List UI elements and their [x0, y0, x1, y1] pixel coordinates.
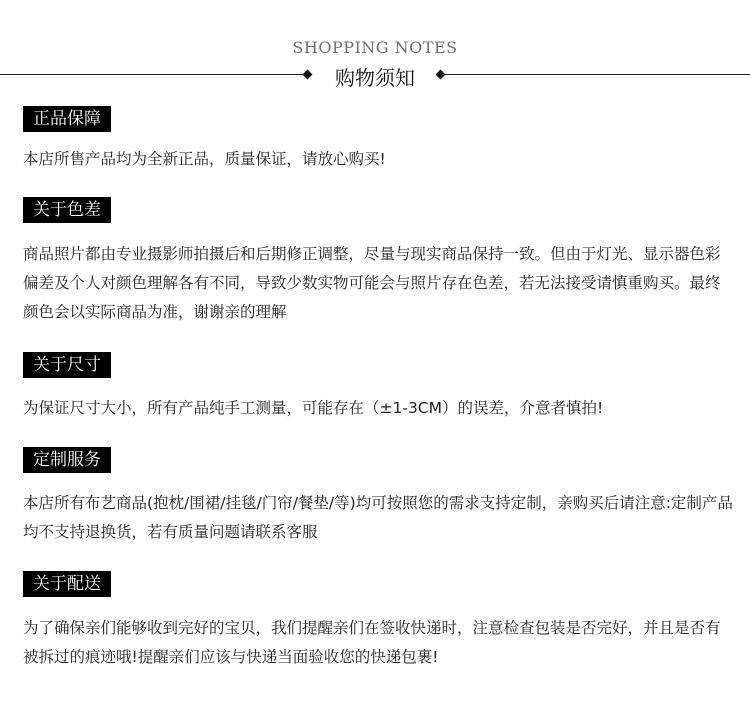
section-title-size: 关于尺寸 [23, 352, 111, 378]
section-title-customization: 定制服务 [23, 447, 111, 473]
page-header [0, 34, 750, 94]
section-title-delivery: 关于配送 [23, 571, 111, 597]
section-body-size: 为保证尺寸大小，所有产品纯手工测量，可能存在（±1-3CM）的误差，介意者慎拍! [23, 399, 604, 417]
section-body-delivery: 为了确保亲们能够收到完好的宝贝，我们提醒亲们在签收快递时，注意检查包装是否完好，并且是否有被拆过的痕迹哦!提醒亲们应该与快递当面验收您的快递包裹! [23, 619, 721, 666]
section-title-authenticity: 正品保障 [23, 106, 111, 132]
section-title-color-difference: 关于色差 [23, 197, 111, 223]
header-divider-right [440, 74, 750, 75]
header-title-cn: 购物须知 [335, 66, 415, 90]
section-body-authenticity: 本店所售产品均为全新正品，质量保证，请放心购买! [23, 150, 386, 168]
section-body-color-difference: 商品照片都由专业摄影师拍摄后和后期修正调整，尽量与现实商品保持一致。但由于灯光、显示器色彩偏差及个人对颜色理解各有不同，导致少数实物可能会与照片存在色差，若无法接受请慎重购买。最终颜色会以实际商品为准，谢谢亲的理解 [23, 245, 721, 321]
header-title-en: SHOPPING NOTES [292, 38, 458, 57]
section-body-customization: 本店所有布艺商品(抱枕/围裙/挂毯/门帘/餐垫/等)均可按照您的需求支持定制，亲购买后请注意:定制产品均不支持退换货，若有质量问题请联系客服 [23, 494, 733, 541]
